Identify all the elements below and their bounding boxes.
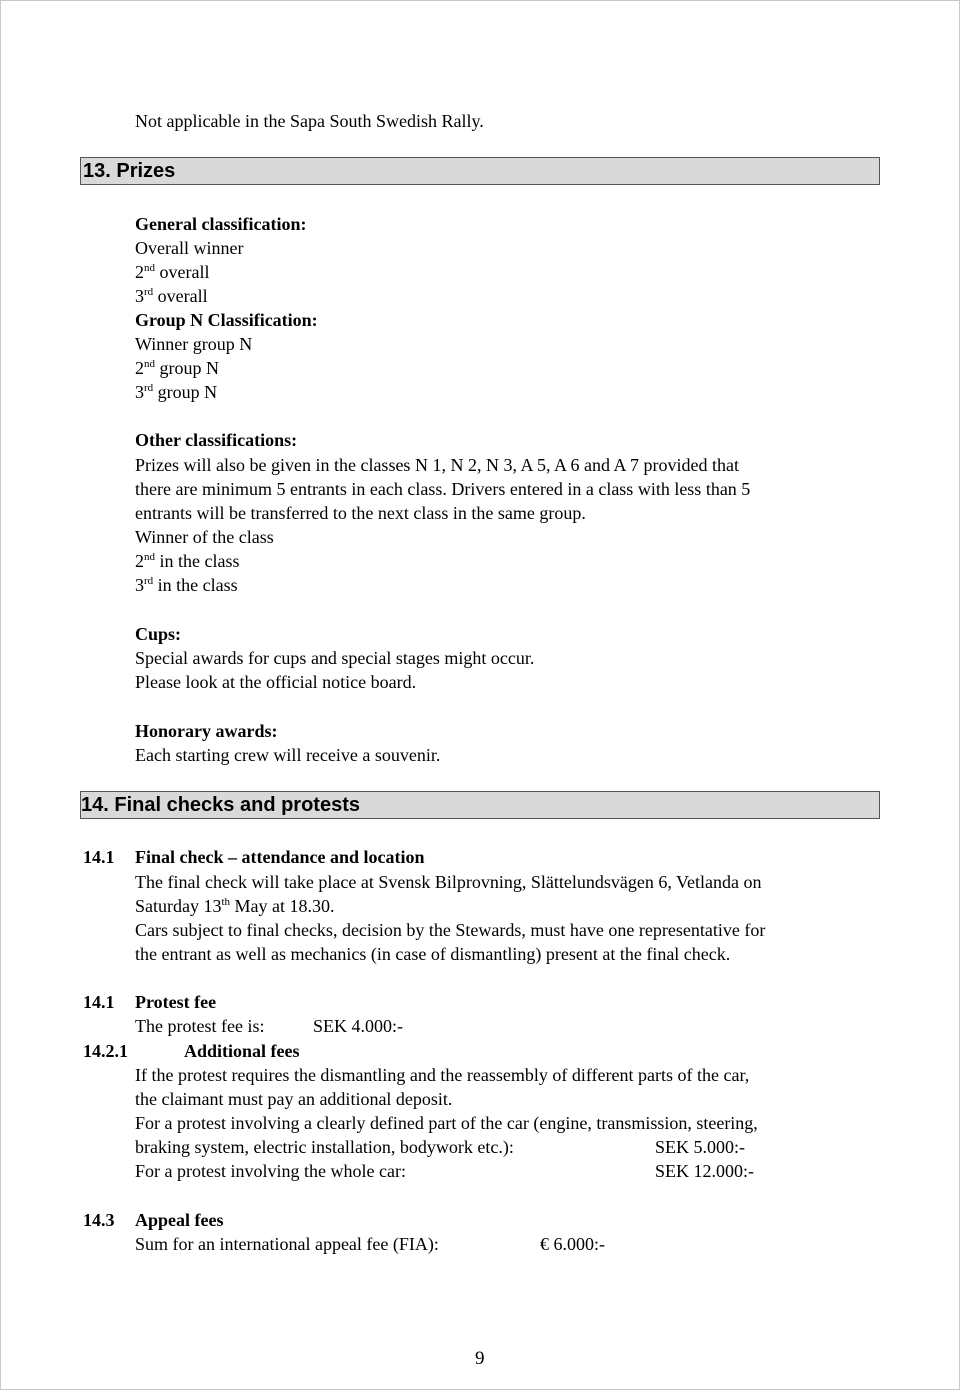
cups-line-2: Please look at the official notice board. xyxy=(135,672,417,692)
class-winner: Winner of the class xyxy=(135,527,274,547)
section-13-header xyxy=(80,157,880,185)
appeal-fee-label: Sum for an international appeal fee (FIA): xyxy=(135,1234,439,1254)
protest-fee-value: SEK 4.000:- xyxy=(313,1016,403,1036)
honorary-awards-heading: Honorary awards: xyxy=(135,721,278,741)
appeal-fees-number: 14.3 xyxy=(83,1210,115,1230)
protest-fee-number: 14.1 xyxy=(83,992,115,1012)
protest-fee-label: The protest fee is: xyxy=(135,1016,265,1036)
appeal-fees-heading: Appeal fees xyxy=(135,1210,224,1230)
additional-fees-whole-value: SEK 12.000:- xyxy=(655,1161,754,1181)
cups-heading: Cups: xyxy=(135,624,182,644)
section-14-header xyxy=(80,791,880,819)
final-check-line-2: Saturday 13th May at 18.30. xyxy=(135,896,335,916)
section-13-title: 13. Prizes xyxy=(83,160,176,182)
additional-fees-line-2: the claimant must pay an additional deposit. xyxy=(135,1089,453,1109)
page-number: 9 xyxy=(475,1348,485,1369)
additional-fees-heading: Additional fees xyxy=(184,1041,300,1061)
honorary-awards-line: Each starting crew will receive a souvenir. xyxy=(135,745,441,765)
cups-line-1: Special awards for cups and special stages might occur. xyxy=(135,648,535,668)
protest-fee-heading: Protest fee xyxy=(135,992,217,1012)
overall-winner: Overall winner xyxy=(135,238,244,258)
group-n-third: 3rd group N xyxy=(135,382,218,402)
other-line-1: Prizes will also be given in the classes N 1, N 2, N 3, A 5, A 6 and A 7 provided that xyxy=(135,455,739,475)
additional-fees-number: 14.2.1 xyxy=(83,1041,128,1061)
final-check-number: 14.1 xyxy=(83,847,115,867)
section-14-title: 14. Final checks and protests xyxy=(81,794,360,816)
final-check-heading: Final check – attendance and location xyxy=(135,847,425,867)
class-third: 3rd in the class xyxy=(135,575,238,595)
final-check-line-3: Cars subject to final checks, decision by the Stewards, must have one representative for xyxy=(135,920,766,940)
additional-fees-partial-value: SEK 5.000:- xyxy=(655,1137,745,1157)
overall-third: 3rd overall xyxy=(135,286,208,306)
class-second: 2nd in the class xyxy=(135,551,240,571)
additional-fees-whole-label: For a protest involving the whole car: xyxy=(135,1161,406,1181)
final-check-line-1: The final check will take place at Svensk Bilprovning, Slättelundsvägen 6, Vetlanda on xyxy=(135,872,762,892)
other-classifications-heading: Other classifications: xyxy=(135,430,298,450)
group-n-heading: Group N Classification: xyxy=(135,310,318,330)
final-check-line-4: the entrant as well as mechanics (in case of dismantling) present at the final check. xyxy=(135,944,731,964)
overall-second: 2nd overall xyxy=(135,262,210,282)
general-classification-heading: General classification: xyxy=(135,214,307,234)
additional-fees-line-3: For a protest involving a clearly defined part of the car (engine, transmission, steering, xyxy=(135,1113,758,1133)
additional-fees-partial-label: braking system, electric installation, bodywork etc.): xyxy=(135,1137,514,1157)
group-n-second: 2nd group N xyxy=(135,358,219,378)
additional-fees-line-1: If the protest requires the dismantling and the reassembly of different parts of the car, xyxy=(135,1065,750,1085)
group-n-winner: Winner group N xyxy=(135,334,253,354)
intro-text: Not applicable in the Sapa South Swedish Rally. xyxy=(135,111,484,131)
appeal-fee-value: € 6.000:- xyxy=(540,1234,605,1254)
other-line-3: entrants will be transferred to the next class in the same group. xyxy=(135,503,586,523)
other-line-2: there are minimum 5 entrants in each class. Drivers entered in a class with less than 5 xyxy=(135,479,751,499)
